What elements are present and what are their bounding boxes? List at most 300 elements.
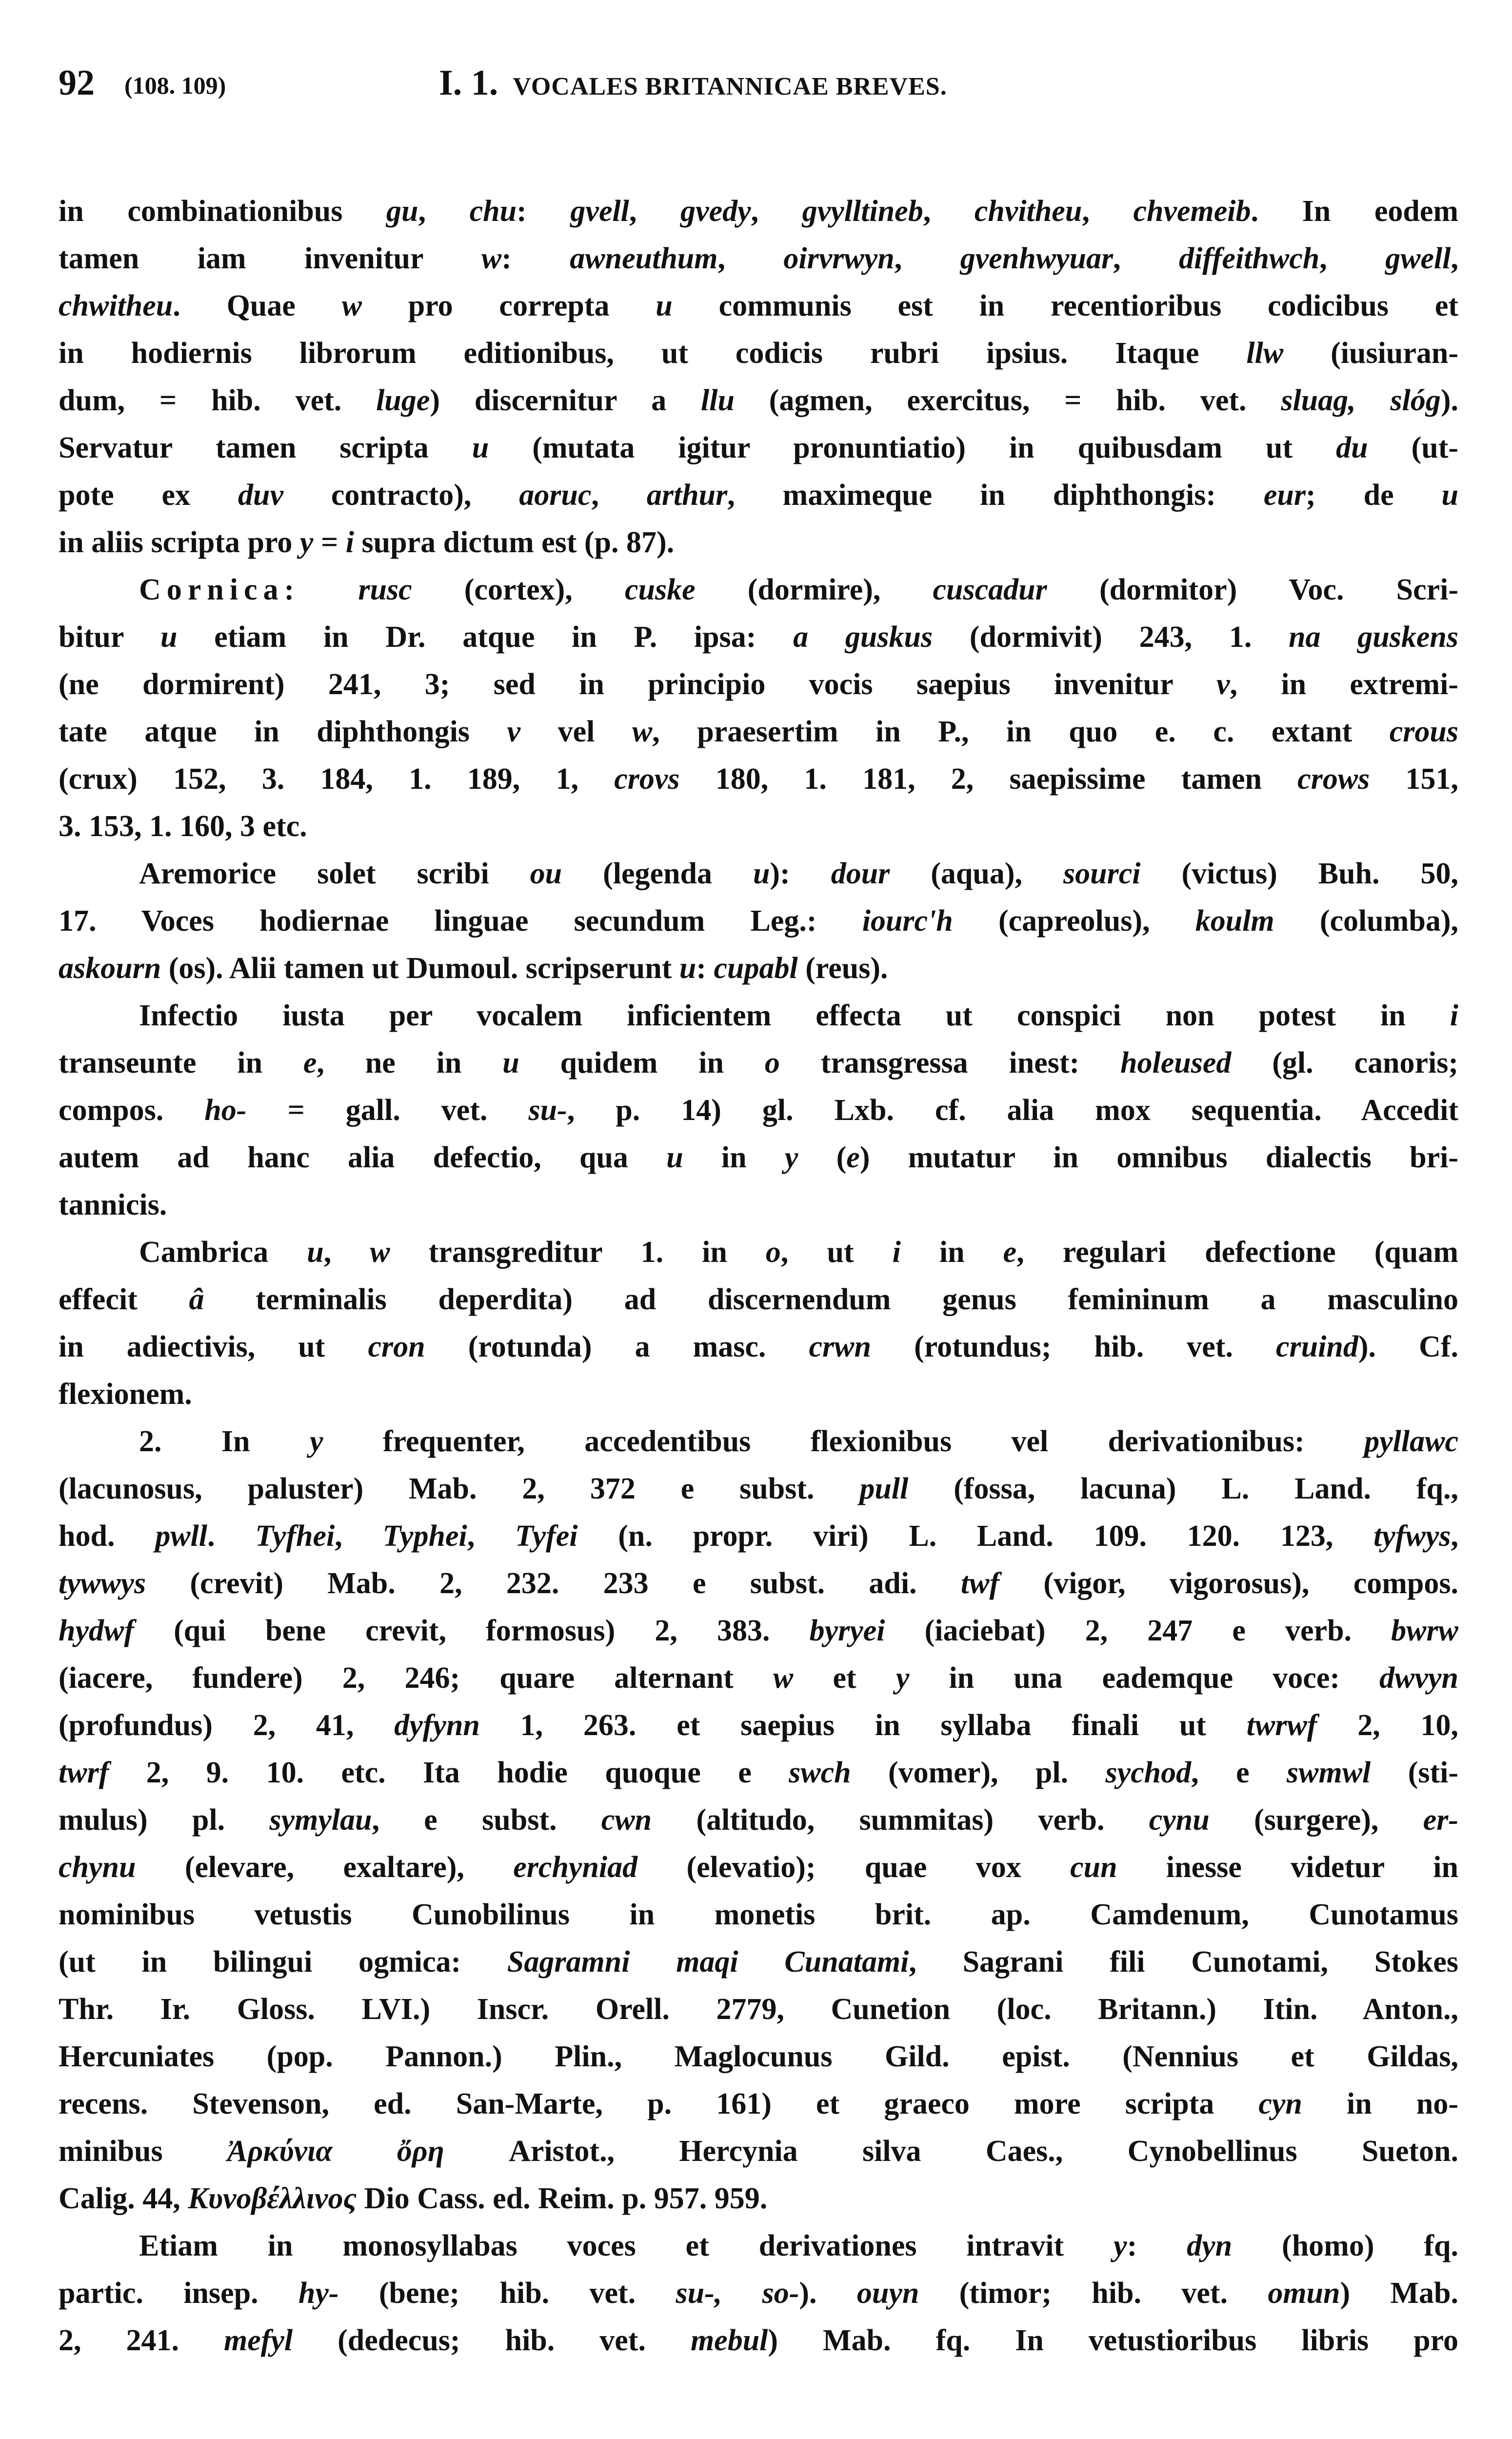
text-run: (crevit) Mab. 2, 232. 233 e subst. adi.: [146, 1567, 961, 1600]
text-run: :: [696, 952, 714, 985]
italic-term: mebul: [690, 2324, 768, 2357]
italic-term: na guskens: [1289, 620, 1459, 654]
italic-term: pwll: [155, 1519, 208, 1553]
italic-term: u: [753, 857, 770, 890]
italic-term: gwell: [1385, 242, 1451, 275]
text-run: ) Mab.: [1340, 2277, 1459, 2310]
text-run: , ne in: [317, 1046, 503, 1080]
italic-term: sychod: [1105, 1756, 1192, 1789]
text-run: (ne dormirent) 241, 3; sed in principio vocis saepius invenitur: [59, 668, 1216, 701]
text-run: (columba),: [1274, 904, 1458, 938]
text-run: Aristot., Hercynia silva Caes., Cynobellinus Sueton.: [444, 2135, 1458, 2168]
italic-term: u: [160, 620, 178, 654]
text-line: [59, 472, 1458, 519]
text-line: [59, 1087, 1458, 1134]
text-line: [59, 377, 1458, 424]
text-run: flexionem.: [59, 1378, 192, 1411]
italic-term: u: [502, 1046, 519, 1080]
italic-term: w: [481, 242, 502, 275]
text-run: , maximeque in diphthongis:: [727, 479, 1264, 512]
italic-term: chu: [469, 195, 517, 228]
italic-term: sluag, slóg: [1281, 384, 1441, 417]
italic-term: â: [189, 1283, 204, 1316]
text-run: dum, = hib. vet.: [59, 384, 377, 417]
italic-term: w: [773, 1661, 794, 1695]
italic-term: pull: [859, 1472, 909, 1505]
text-run: ,: [751, 195, 802, 228]
italic-term: gvell: [570, 195, 629, 228]
italic-term: v: [507, 715, 521, 748]
text-run: 3. 153, 1. 160, 3 etc.: [59, 810, 307, 843]
text-run: .: [207, 1519, 256, 1553]
italic-term: y: [309, 1425, 323, 1458]
text-line: [59, 661, 1458, 708]
text-run: mulus) pl.: [59, 1803, 270, 1837]
italic-term: crous: [1389, 715, 1459, 748]
italic-term: o: [765, 1236, 781, 1269]
text-line: [59, 1371, 1458, 1418]
italic-term: crovs: [614, 762, 680, 796]
text-run: (bene; hib. vet.: [338, 2277, 676, 2310]
text-line: [59, 1418, 1458, 1465]
italic-term: dyfynn: [394, 1709, 480, 1742]
text-line: [59, 1040, 1458, 1087]
text-run: :: [501, 242, 570, 275]
text-line: [59, 2175, 1458, 2222]
page-number: 92: [59, 63, 95, 103]
text-run: 1, 263. et saepius in syllaba finali ut: [479, 1709, 1247, 1742]
text-run: (agmen, exercitus, = hib. vet.: [734, 384, 1281, 417]
italic-term: i: [345, 526, 355, 559]
text-run: , praesertim in P., in quo e. c. extant: [652, 715, 1390, 748]
italic-term: luge: [376, 384, 430, 417]
italic-term: Sagramni maqi Cunatami: [507, 1945, 909, 1979]
italic-term: cupabl: [714, 952, 798, 985]
text-line: [59, 1229, 1458, 1276]
text-run: (dedecus; hib. vet.: [293, 2324, 691, 2357]
text-run: bitur: [59, 620, 160, 654]
italic-term: aoruc: [519, 479, 592, 512]
chapter-title: VOCALES BRITANNICAE BREVES.: [513, 73, 947, 100]
text-run: ,: [1082, 195, 1134, 228]
text-run: in no-: [1302, 2087, 1459, 2120]
text-run: 2. In: [139, 1425, 310, 1458]
italic-term: Ἀρκύνια ὄρη: [227, 2135, 444, 2168]
text-run: supra dictum est (p. 87).: [354, 526, 675, 559]
italic-term: w: [370, 1236, 390, 1269]
italic-term: hydwf: [59, 1614, 134, 1647]
italic-term: askourn: [59, 952, 161, 985]
italic-term: rusc: [358, 573, 412, 606]
text-run: in aliis scripta pro: [59, 526, 300, 559]
text-line: [59, 1465, 1458, 1513]
text-run: , in extremi-: [1230, 668, 1458, 701]
italic-term: e: [1003, 1236, 1017, 1269]
text-line: [59, 1986, 1458, 2033]
text-run: ) discernitur a: [430, 384, 701, 417]
text-run: ,: [894, 242, 960, 275]
italic-term: i: [1450, 999, 1458, 1032]
text-run: :: [1127, 2229, 1187, 2262]
text-run: ,: [1451, 242, 1459, 275]
text-run: ,: [335, 1519, 383, 1553]
text-run: ,: [1319, 242, 1386, 275]
text-run: Hercuniates (pop. Pannon.) Plin., Maglocunus Gild. epist. (Nennius et Gildas,: [59, 2040, 1458, 2073]
italic-term: Κυνοβέλλινος: [188, 2182, 357, 2215]
text-run: ).: [799, 2277, 857, 2310]
text-run: ). Cf.: [1358, 1330, 1459, 1363]
text-run: ).: [1440, 384, 1458, 417]
text-line: [59, 2128, 1458, 2175]
italic-term: y: [784, 1141, 798, 1174]
text-line: [59, 614, 1458, 661]
text-run: Cambrica: [139, 1236, 307, 1269]
text-line: [59, 2033, 1458, 2080]
italic-term: u: [656, 289, 673, 322]
italic-term: sourci: [1063, 857, 1141, 890]
text-run: 17. Voces hodiernae linguae secundum Leg.:: [59, 904, 862, 938]
italic-term: v: [1216, 668, 1230, 701]
italic-term: y: [895, 1661, 910, 1695]
italic-term: a guskus: [793, 620, 933, 654]
text-line: [59, 850, 1458, 898]
text-run: Etiam in monosyllabas voces et derivationes intravit: [139, 2229, 1114, 2262]
text-run: minibus: [59, 2135, 227, 2168]
text-run: transgreditur 1. in: [390, 1236, 766, 1269]
text-run: (: [798, 1141, 847, 1174]
text-run: Servatur tamen scripta: [59, 431, 472, 464]
text-run: inesse videtur in: [1117, 1851, 1459, 1884]
text-run: (iaciebat) 2, 247 e verb.: [885, 1614, 1392, 1647]
text-line: [59, 898, 1458, 945]
italic-term: chwitheu: [59, 289, 173, 322]
text-run: recens. Stevenson, ed. San-Marte, p. 161) et graeco more scripta: [59, 2087, 1259, 2120]
text-run: (ut-: [1368, 431, 1459, 464]
italic-term: Tyfei: [515, 1519, 578, 1553]
italic-term: dyn: [1187, 2229, 1233, 2262]
italic-term: o: [764, 1046, 780, 1080]
text-run: Dio Cass. ed. Reim. p. 957. 959.: [357, 2182, 768, 2215]
text-run: communis est in recentioribus codicibus et: [672, 289, 1458, 322]
text-run: compos.: [59, 1094, 205, 1127]
text-line: [59, 1939, 1458, 1986]
text-line: [59, 2270, 1458, 2317]
text-run: ; de: [1306, 479, 1442, 512]
text-line: [59, 803, 1458, 850]
text-run: Aremorice solet scribi: [139, 857, 530, 890]
text-run: , regulari defectione (quam: [1016, 1236, 1458, 1269]
text-run: tate atque in diphthongis: [59, 715, 507, 748]
italic-term: gvenhwyuar: [960, 242, 1114, 275]
text-run: ,: [629, 195, 681, 228]
text-run: , e subst.: [372, 1803, 601, 1837]
text-line: [59, 1134, 1458, 1181]
italic-term: e: [846, 1141, 860, 1174]
italic-term: bwrw: [1391, 1614, 1459, 1647]
text-run: :: [517, 195, 571, 228]
text-line: [59, 1560, 1458, 1607]
italic-term: u: [666, 1141, 683, 1174]
text-run: ,: [323, 1236, 370, 1269]
italic-term: chynu: [59, 1851, 136, 1884]
section-reference: (108. 109): [124, 72, 226, 99]
text-run: Calig. 44,: [59, 2182, 188, 2215]
text-run: (vigor, vigorosus), compos.: [999, 1567, 1458, 1600]
italic-term: cun: [1070, 1851, 1117, 1884]
text-run: contracto),: [283, 479, 519, 512]
text-run: terminalis deperdita) ad discernendum genus femininum a masculino: [204, 1283, 1458, 1316]
text-run: pro correpta: [361, 289, 656, 322]
italic-term: holeused: [1120, 1046, 1232, 1080]
text-line: [59, 2080, 1458, 2128]
text-run: in una eademque voce:: [909, 1661, 1380, 1695]
italic-term: cynu: [1149, 1803, 1210, 1837]
text-run: (legenda: [562, 857, 753, 890]
text-run: = gall. vet.: [246, 1094, 529, 1127]
italic-term: diffeithwch: [1179, 242, 1320, 275]
italic-term: crows: [1297, 762, 1370, 796]
text-line: [59, 2317, 1458, 2364]
text-run: ) mutatur in omnibus dialectis bri-: [859, 1141, 1458, 1174]
text-line: [59, 1844, 1458, 1891]
text-run: (qui bene crevit, formosus) 2, 383.: [134, 1614, 810, 1647]
italic-term: chvemeib: [1133, 195, 1251, 228]
page-header: [59, 62, 1458, 111]
italic-term: ouyn: [856, 2277, 919, 2310]
text-run: . In eodem: [1251, 195, 1459, 228]
text-run: , e: [1191, 1756, 1287, 1789]
text-run: . Quae: [173, 289, 342, 322]
text-line: [59, 708, 1458, 756]
text-run: (elevare, exaltare),: [136, 1851, 514, 1884]
text-run: frequenter, accedentibus flexionibus vel derivationibus:: [323, 1425, 1365, 1458]
text-run: (sti-: [1371, 1756, 1458, 1789]
italic-term: twrwf: [1246, 1709, 1317, 1742]
text-run: (dormivit) 243, 1.: [933, 620, 1289, 654]
italic-term: tyfwys: [1373, 1519, 1451, 1553]
italic-term: cwn: [601, 1803, 652, 1837]
text-run: (iusiuran-: [1283, 337, 1458, 370]
italic-term: duv: [238, 479, 283, 512]
text-run: tamen iam invenitur: [59, 242, 481, 275]
text-run: (os). Alii tamen ut Dumoul. scripserunt: [161, 952, 679, 985]
text-line: [59, 1797, 1458, 1844]
text-run: (cortex),: [412, 573, 625, 606]
text-run: quidem in: [519, 1046, 765, 1080]
italic-term: tywwys: [59, 1567, 146, 1600]
italic-term: w: [341, 289, 362, 322]
text-run: nominibus vetustis Cunobilinus in monetis brit. ap. Camdenum, Cunotamus: [59, 1898, 1458, 1931]
italic-term: u: [1441, 479, 1458, 512]
italic-term: crwn: [809, 1330, 871, 1363]
text-run: (rotundus; hib. vet.: [871, 1330, 1276, 1363]
text-line: [59, 1702, 1458, 1749]
italic-term: dour: [831, 857, 890, 890]
text-run: (iacere, fundere) 2, 246; quare alternant: [59, 1661, 773, 1695]
italic-term: er-: [1423, 1803, 1459, 1837]
text-line: [59, 188, 1458, 235]
text-run: in adiectivis, ut: [59, 1330, 368, 1363]
italic-term: erchyniad: [513, 1851, 638, 1884]
text-line: [59, 519, 1458, 566]
italic-term: Tyfhei: [255, 1519, 335, 1553]
text-run: etiam in Dr. atque in P. ipsa:: [177, 620, 794, 654]
italic-term: dwvyn: [1379, 1661, 1459, 1695]
text-line: [59, 330, 1458, 377]
italic-term: llw: [1246, 337, 1284, 370]
chapter-number: I. 1.: [439, 63, 498, 103]
text-run: pote ex: [59, 479, 238, 512]
text-run: (homo) fq.: [1232, 2229, 1458, 2262]
text-line: [59, 1749, 1458, 1797]
italic-term: eur: [1263, 479, 1306, 512]
italic-term: gu: [386, 195, 418, 228]
italic-term: y: [1114, 2229, 1127, 2262]
text-run: (aqua),: [890, 857, 1063, 890]
text-run: (capreolus),: [953, 904, 1195, 938]
italic-term: ou: [530, 857, 562, 890]
text-run: ,: [1451, 1519, 1459, 1553]
text-run: autem ad hanc alia defectio, qua: [59, 1141, 667, 1174]
text-line: [59, 235, 1458, 282]
text-run: in: [683, 1141, 785, 1174]
italic-term: awneuthum: [570, 242, 718, 275]
text-line: [59, 945, 1458, 992]
italic-term: y: [299, 526, 314, 559]
italic-term: ho-: [204, 1094, 247, 1127]
italic-term: cyn: [1258, 2087, 1302, 2120]
text-run: 2, 9. 10. etc. Ita hodie quoque e: [109, 1756, 789, 1789]
running-title: [439, 62, 947, 104]
italic-term: oirvrwyn: [783, 242, 895, 275]
italic-term: iourc'h: [862, 904, 953, 938]
text-run: ,: [467, 1519, 516, 1553]
text-line: [59, 1607, 1458, 1655]
text-run: in combinationibus: [59, 195, 387, 228]
italic-term: cruind: [1276, 1330, 1358, 1363]
text-run: Cornica:: [139, 573, 358, 606]
text-run: effecit: [59, 1283, 189, 1316]
text-line: [59, 1181, 1458, 1229]
text-run: =: [313, 526, 346, 559]
text-line: [59, 1891, 1458, 1939]
italic-term: cron: [368, 1330, 425, 1363]
text-line: [59, 1276, 1458, 1323]
text-run: , p. 14) gl. Lxb. cf. alia mox sequentia. Accedit: [567, 1094, 1458, 1127]
text-run: , ut: [780, 1236, 893, 1269]
text-run: tannicis.: [59, 1188, 167, 1221]
text-run: Infectio iusta per vocalem inficientem effecta ut conspici non potest in: [139, 999, 1450, 1032]
text-run: , Sagrani fili Cunotami, Stokes: [909, 1945, 1458, 1979]
italic-term: twf: [960, 1567, 1000, 1600]
text-run: (reus).: [797, 952, 888, 985]
italic-term: arthur: [646, 479, 728, 512]
body-text: [59, 0, 1458, 2384]
text-run: transeunte in: [59, 1046, 303, 1080]
text-run: ,: [1113, 242, 1179, 275]
text-run: (rotunda) a masc.: [425, 1330, 809, 1363]
italic-term: omun: [1268, 2277, 1340, 2310]
italic-term: u: [472, 431, 489, 464]
text-run: (dormitor) Voc. Scri-: [1047, 573, 1459, 606]
italic-term: gvylltineb: [802, 195, 923, 228]
italic-term: i: [892, 1236, 901, 1269]
italic-term: du: [1336, 431, 1368, 464]
text-run: (gl. canoris;: [1231, 1046, 1458, 1080]
text-run: (lacunosus, paluster) Mab. 2, 372 e subst.: [59, 1472, 860, 1505]
text-line: [59, 2222, 1458, 2270]
text-run: 2, 10,: [1317, 1709, 1459, 1742]
italic-term: chvitheu: [974, 195, 1082, 228]
text-run: et: [793, 1661, 896, 1695]
text-line: [59, 424, 1458, 472]
text-run: (timor; hib. vet.: [919, 2277, 1268, 2310]
text-run: (fossa, lacuna) L. Land. fq.,: [908, 1472, 1459, 1505]
italic-term: cuscadur: [933, 573, 1047, 606]
italic-term: byryei: [809, 1614, 885, 1647]
text-line: [59, 1513, 1458, 1560]
text-run: (n. propr. viri) L. Land. 109. 120. 123,: [577, 1519, 1374, 1553]
text-run: (victus) Buh. 50,: [1140, 857, 1458, 890]
text-run: 151,: [1370, 762, 1459, 796]
text-run: transgressa inest:: [779, 1046, 1121, 1080]
text-line: [59, 566, 1458, 614]
text-run: ,: [591, 479, 647, 512]
italic-term: hy-: [298, 2277, 339, 2310]
text-line: [59, 1655, 1458, 1702]
text-run: 2, 241.: [59, 2324, 224, 2357]
text-run: Thr. Ir. Gloss. LVI.) Inscr. Orell. 2779, Cunetion (loc. Britann.) Itin. Anton.,: [59, 1993, 1458, 2026]
text-line: [59, 282, 1458, 330]
italic-term: llu: [701, 384, 735, 417]
text-run: (dormire),: [695, 573, 933, 606]
text-run: ) Mab. fq. In vetustioribus libris pro: [768, 2324, 1458, 2357]
italic-term: pyllawc: [1364, 1425, 1458, 1458]
text-run: partic. insep.: [59, 2277, 298, 2310]
italic-term: cuske: [624, 573, 696, 606]
italic-term: swmwl: [1287, 1756, 1371, 1789]
text-run: (mutata igitur pronuntiatio) in quibusdam ut: [489, 431, 1336, 464]
text-run: ):: [770, 857, 831, 890]
text-run: (profundus) 2, 41,: [59, 1709, 395, 1742]
text-run: in: [900, 1236, 1003, 1269]
italic-term: symylau: [269, 1803, 372, 1837]
italic-term: koulm: [1195, 904, 1274, 938]
text-run: in hodiernis librorum editionibus, ut codicis rubri ipsius. Itaque: [59, 337, 1247, 370]
text-run: ,: [923, 195, 975, 228]
text-run: (surgere),: [1209, 1803, 1423, 1837]
italic-term: e: [303, 1046, 317, 1080]
italic-term: u: [679, 952, 696, 985]
text-line: [59, 756, 1458, 803]
italic-term: su-: [528, 1094, 567, 1127]
text-run: ,: [717, 242, 784, 275]
italic-term: swch: [789, 1756, 851, 1789]
text-run: (vomer), pl.: [851, 1756, 1106, 1789]
text-run: hod.: [59, 1519, 156, 1553]
text-line: [59, 992, 1458, 1040]
text-run: ,: [418, 195, 470, 228]
text-run: vel: [520, 715, 632, 748]
text-run: 180, 1. 181, 2, saepissime tamen: [679, 762, 1298, 796]
text-run: (crux) 152, 3. 184, 1. 189, 1,: [59, 762, 615, 796]
italic-term: twrf: [59, 1756, 109, 1789]
italic-term: mefyl: [224, 2324, 293, 2357]
italic-term: w: [632, 715, 653, 748]
text-run: (ut in bilingui ogmica:: [59, 1945, 507, 1979]
italic-term: su-, so-: [676, 2277, 799, 2310]
italic-term: Typhei: [382, 1519, 467, 1553]
